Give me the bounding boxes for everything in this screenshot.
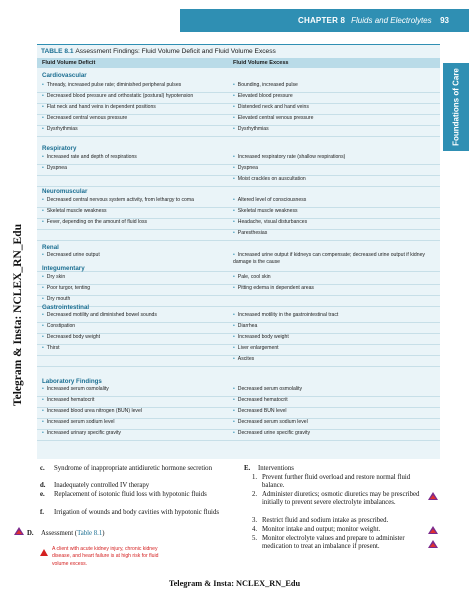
bullet-icon: • [42, 274, 44, 280]
table-section-heading: Neuromuscular [42, 188, 88, 195]
cell-text: Increased motility in the gastrointestinal tract [237, 312, 339, 318]
deficit-cell [42, 154, 227, 161]
bullet-icon: • [42, 93, 44, 99]
cell-text: Decreased serum sodium level [237, 419, 308, 425]
interventions-heading [244, 465, 439, 474]
vertical-watermark [8, 190, 28, 440]
deficit-cell [42, 430, 227, 437]
bullet-icon: • [42, 430, 44, 436]
excess-cell [233, 408, 433, 415]
bullet-icon: • [233, 104, 235, 110]
item-text: Monitor electrolyte values and prepare to administer medication to treat an imbalance if present. [262, 535, 405, 551]
cell-text: Distended neck and hand veins [237, 104, 309, 110]
cell-text: Bounding, increased pulse [237, 82, 298, 88]
cell-text: Increased blood urea nitrogen (BUN) level [46, 408, 142, 414]
item-number: 5. [252, 535, 258, 542]
bullet-icon: • [233, 397, 235, 403]
bullet-icon: • [233, 197, 235, 203]
bullet-icon: • [233, 274, 235, 280]
table-section-heading: Respiratory [42, 145, 77, 152]
excess-cell [233, 230, 433, 237]
item-text: Restrict fluid and sodium intake as prescribed. [262, 517, 389, 524]
bullet-icon: • [42, 154, 44, 160]
bullet-icon: • [233, 345, 235, 351]
cell-text: Decreased urine output [46, 252, 100, 258]
deficit-cell [42, 82, 227, 89]
deficit-cell [42, 296, 227, 303]
cell-text: Skeletal muscle weakness [46, 208, 107, 214]
bullet-icon: • [233, 93, 235, 99]
bullet-icon: • [233, 82, 235, 88]
deficit-cell [42, 312, 227, 319]
excess-cell [233, 115, 433, 122]
bullet-icon: • [42, 386, 44, 392]
priority-triangle-icon [428, 540, 438, 548]
bullet-icon: • [42, 397, 44, 403]
bullet-icon: • [233, 430, 235, 436]
excess-cell [233, 312, 433, 319]
cell-text: Decreased serum osmolality [237, 386, 303, 392]
deficit-cell [42, 104, 227, 111]
list-label: e. [40, 491, 45, 498]
deficit-cell [42, 165, 227, 172]
cell-text: Dry mouth [46, 296, 71, 302]
deficit-cell [42, 345, 227, 352]
assessment-heading [27, 530, 227, 539]
table-row [37, 295, 440, 307]
section-side-tab [443, 63, 469, 151]
table-header [37, 58, 440, 68]
excess-cell [233, 219, 433, 226]
priority-triangle-icon [428, 492, 438, 500]
cell-text: Thirst [46, 345, 60, 351]
intervention-item-2 [252, 491, 432, 516]
bullet-icon: • [42, 115, 44, 121]
bullet-icon: • [42, 197, 44, 203]
table-row [37, 355, 440, 367]
item-number: 4. [252, 526, 258, 533]
table-section-heading: Integumentary [42, 265, 85, 272]
deficit-cell [42, 126, 227, 133]
cell-text: Constipation [46, 323, 76, 329]
cell-text: Increased hematocrit [46, 397, 95, 403]
table-caption [41, 48, 276, 55]
bullet-icon: • [233, 219, 235, 225]
cell-text: Poor turgor, tenting [46, 285, 91, 291]
cell-text: Dyspnea [46, 165, 67, 171]
cell-text: Headache, visual disturbances [237, 219, 308, 225]
cell-text: Decreased central venous pressure [46, 115, 128, 121]
section-label: E. [244, 465, 251, 472]
watermark-text: Telegram & Insta: NCLEX_RN_Edu [12, 224, 24, 406]
deficit-cell [42, 397, 227, 404]
excess-cell [233, 356, 433, 363]
cell-text: Fever, depending on the amount of fluid loss [46, 219, 148, 225]
excess-cell [233, 82, 433, 89]
item-text: Prevent further fluid overload and restore normal fluid balance. [262, 474, 411, 490]
bullet-icon: • [233, 356, 235, 362]
table-section-heading: Laboratory Findings [42, 378, 102, 385]
table-row [37, 429, 440, 441]
bullet-icon: • [233, 285, 235, 291]
table-row [37, 251, 440, 272]
bullet-icon: • [233, 323, 235, 329]
page-header [0, 0, 469, 38]
section-title: Interventions [258, 465, 294, 472]
intervention-item-5 [252, 535, 432, 560]
cell-text: Decreased hematocrit [237, 397, 288, 403]
bullet-icon: • [42, 126, 44, 132]
item-number: 2. [252, 491, 258, 498]
assessment-table [37, 44, 440, 459]
table-title: Assessment Findings: Fluid Volume Deficit and Fluid Volume Excess [75, 48, 276, 55]
item-number: 3. [252, 517, 258, 524]
chapter-topic: Fluids and Electrolytes [351, 16, 432, 25]
bullet-icon: • [42, 345, 44, 351]
deficit-cell [42, 419, 227, 426]
deficit-cell [42, 219, 227, 226]
cell-text: Increased urinary specific gravity [46, 430, 121, 436]
assessment-word: Assessment ( [41, 530, 78, 537]
cell-text: Skeletal muscle weakness [237, 208, 298, 214]
cell-text: Decreased motility and diminished bowel sounds [46, 312, 157, 318]
cell-text: Increased serum sodium level [46, 419, 115, 425]
cell-text: Increased serum osmolality [46, 386, 109, 392]
cell-text: Decreased urine specific gravity [237, 430, 310, 436]
table-reference-link[interactable]: Table 8.1 [77, 530, 103, 537]
column-header-excess: Fluid Volume Excess [233, 60, 289, 66]
bullet-icon: • [42, 419, 44, 425]
cell-text: Diarrhea [237, 323, 258, 329]
bullet-icon: • [42, 104, 44, 110]
excess-cell [233, 165, 433, 172]
excess-cell [233, 104, 433, 111]
table-section-heading: Gastrointestinal [42, 304, 90, 311]
cell-text: Ascites [237, 356, 255, 362]
list-text: Replacement of isotonic fluid loss with hypotonic fluids [54, 491, 207, 498]
table-row [37, 125, 440, 137]
bullet-icon: • [233, 208, 235, 214]
table-number: TABLE 8.1 [41, 48, 74, 55]
bullet-icon: • [42, 219, 44, 225]
excess-cell [233, 252, 433, 265]
bullet-icon: • [233, 115, 235, 121]
excess-cell [233, 397, 433, 404]
section-label: D. [27, 530, 34, 537]
deficit-cell [42, 274, 227, 281]
cell-text: Liver enlargement [237, 345, 279, 351]
deficit-cell [42, 93, 227, 100]
excess-cell [233, 419, 433, 426]
cell-text: Decreased body weight [46, 334, 101, 340]
list-text: Irrigation of wounds and body cavities with hypotonic fluids [54, 509, 219, 516]
cell-text: Decreased central nervous system activity, from lethargy to coma [46, 197, 194, 203]
footer-watermark: Telegram & Insta: NCLEX_RN_Edu [168, 579, 301, 588]
table-section-heading: Cardiovascular [42, 72, 87, 79]
bullet-icon: • [42, 334, 44, 340]
excess-cell [233, 208, 433, 215]
cell-text: Pale, cool skin [237, 274, 271, 280]
assessment-text [41, 530, 105, 538]
excess-cell [233, 334, 433, 341]
bullet-icon: • [233, 252, 235, 258]
excess-cell [233, 154, 433, 161]
item-number: 1. [252, 474, 258, 481]
deficit-cell [42, 334, 227, 341]
cell-text: Dry skin [46, 274, 66, 280]
bullet-icon: • [42, 312, 44, 318]
bullet-icon: • [233, 165, 235, 171]
cell-text: Dyspnea [237, 165, 258, 171]
cell-text: Pitting edema in dependent areas [237, 285, 314, 291]
cell-text: Increased rate and depth of respirations [46, 154, 137, 160]
cell-text: Increased respiratory rate (shallow respirations) [237, 154, 346, 160]
bullet-icon: • [42, 285, 44, 291]
bullet-icon: • [42, 296, 44, 302]
bullet-icon: • [233, 419, 235, 425]
table-row [37, 175, 440, 187]
column-header-deficit: Fluid Volume Deficit [42, 60, 96, 66]
cell-text: Flat neck and hand veins in dependent positions [46, 104, 156, 110]
bullet-icon: • [42, 165, 44, 171]
cell-text: Decreased blood pressure and orthostatic (postural) hypotension [46, 93, 194, 99]
bullet-icon: • [42, 408, 44, 414]
cell-text: Increased urine output if kidneys can compensate; decreased urine output if kidney damage is the cause [233, 252, 425, 265]
bullet-icon: • [233, 230, 235, 236]
cell-text: Increased body weight [237, 334, 289, 340]
priority-triangle-icon [428, 526, 438, 534]
deficit-cell [42, 115, 227, 122]
page-number: 93 [440, 16, 449, 25]
deficit-cell [42, 408, 227, 415]
intervention-item-3 [252, 517, 432, 526]
excess-cell [233, 274, 433, 281]
bullet-icon: • [233, 126, 235, 132]
cell-text: Elevated central venous pressure [237, 115, 314, 121]
deficit-cell [42, 285, 227, 292]
priority-triangle-icon [14, 527, 24, 535]
excess-cell [233, 345, 433, 352]
bullet-icon: • [233, 408, 235, 414]
deficit-cell [42, 386, 227, 393]
list-label: d. [40, 482, 46, 489]
alert-note: A client with acute kidney injury, chronic kidney disease, and heart failure is at high risk for fluid volume excess. [52, 546, 159, 567]
cell-text: Dysrhythmias [237, 126, 269, 132]
cell-text: Thready, increased pulse rate; diminished peripheral pulses [46, 82, 182, 88]
excess-cell [233, 126, 433, 133]
excess-cell [233, 386, 433, 393]
bullet-icon: • [233, 312, 235, 318]
deficit-cell [42, 323, 227, 330]
side-tab-label: Foundations of Care [451, 68, 461, 146]
cell-text: Decreased BUN level [237, 408, 287, 414]
excess-cell [233, 93, 433, 100]
deficit-cell [42, 208, 227, 215]
excess-cell [233, 285, 433, 292]
excess-cell [233, 323, 433, 330]
cell-text: Moist crackles on auscultation [237, 176, 306, 182]
intervention-item-4 [252, 526, 432, 535]
deficit-cell [42, 252, 227, 259]
bullet-icon: • [42, 208, 44, 214]
cell-text: Altered level of consciousness [237, 197, 307, 203]
table-row [37, 229, 440, 241]
list-label: c. [40, 465, 45, 472]
list-item-f [40, 509, 235, 527]
list-label: f. [40, 509, 44, 516]
excess-cell [233, 430, 433, 437]
cell-text: Dysrhythmias [46, 126, 78, 132]
excess-cell [233, 197, 433, 204]
excess-cell [233, 176, 433, 183]
bullet-icon: • [42, 323, 44, 329]
bullet-icon: • [233, 154, 235, 160]
item-text: Monitor intake and output; monitor weight. [262, 526, 381, 533]
cell-text: Paresthesias [237, 230, 268, 236]
bullet-icon: • [42, 82, 44, 88]
table-section-heading: Renal [42, 244, 59, 251]
deficit-cell [42, 197, 227, 204]
list-item-d [40, 482, 235, 491]
list-text: Syndrome of inappropriate antidiuretic hormone secretion [54, 465, 212, 472]
intervention-item-1 [252, 474, 432, 491]
list-item-c [40, 465, 235, 483]
bullet-icon: • [42, 252, 44, 258]
alert-icon [40, 549, 48, 556]
item-text: Administer diuretics; osmotic diuretics may be prescribed initially to prevent severe electrolyte imbalances. [262, 491, 420, 507]
bullet-icon: • [233, 176, 235, 182]
bullet-icon: • [233, 386, 235, 392]
list-text: Inadequately controlled IV therapy [54, 482, 150, 489]
cell-text: Elevated blood pressure [237, 93, 293, 99]
list-item-e [40, 491, 235, 509]
assessment-close: ) [102, 530, 105, 537]
chapter-band [180, 9, 469, 32]
bullet-icon: • [233, 334, 235, 340]
chapter-label: CHAPTER 8 [298, 16, 346, 25]
